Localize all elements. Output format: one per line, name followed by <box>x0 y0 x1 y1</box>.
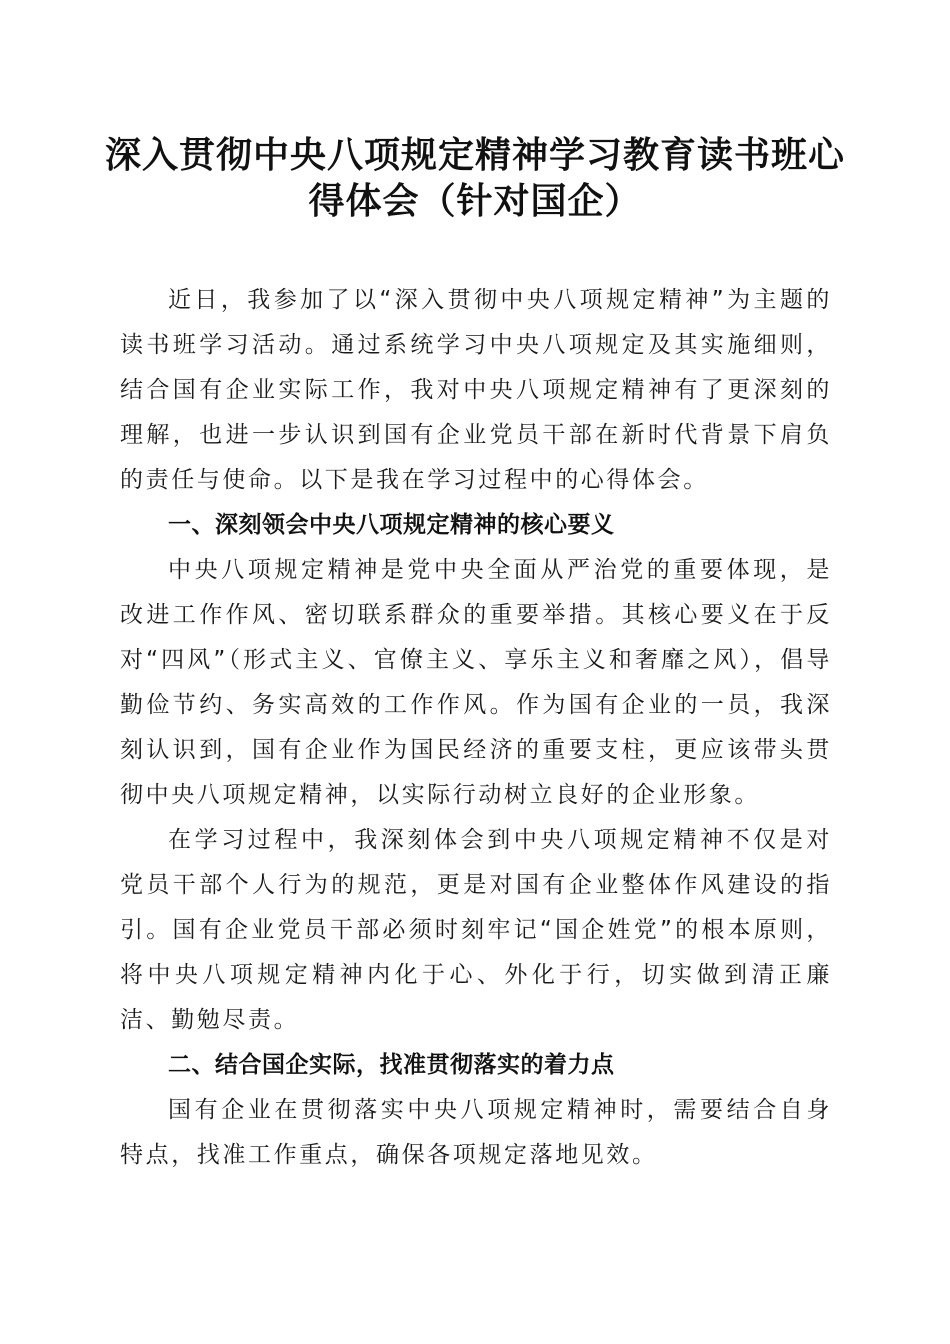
section-heading-2: 二、结合国企实际，找准贯彻落实的着力点 <box>168 1052 615 1078</box>
intro-paragraph: 近日，我参加了以“深入贯彻中央八项规定精神”为主题的读书班学习活动。通过系统学习中央八项规定及其实施细则，结合国有企业实际工作，我对中央八项规定精神有了更深刻的理解，也进一步认识到国有企业党员干部在新时代背景下肩负的责任与使命。以下是我在学习过程中的心得体会。 <box>120 287 832 493</box>
section-heading-1: 一、深刻领会中央八项规定精神的核心要义 <box>168 512 615 538</box>
section-1-paragraph-1: 中央八项规定精神是党中央全面从严治党的重要体现，是改进工作作风、密切联系群众的重要举措。其核心要义在于反对“四风”（形式主义、官僚主义、享乐主义和奢靡之风），倡导勤俭节约、务实高效的工作作风。作为国有企业的一员，我深刻认识到，国有企业作为国民经济的重要支柱，更应该带头贯彻中央八项规定精神，以实际行动树立良好的企业形象。 <box>120 557 832 808</box>
title-line-2: 得体会（针对国企） <box>308 180 642 222</box>
section-1-paragraph-2: 在学习过程中，我深刻体会到中央八项规定精神不仅是对党员干部个人行为的规范，更是对国有企业整体作风建设的指引。国有企业党员干部必须时刻牢记“国企姓党”的根本原则，将中央八项规定精神内化于心、外化于行，切实做到清正廉洁、勤勉尽责。 <box>120 827 832 1033</box>
title-line-1: 深入贯彻中央八项规定精神学习教育读书班心 <box>104 134 845 176</box>
document-title <box>100 132 850 224</box>
document-body <box>120 278 832 1178</box>
section-2-paragraph-1: 国有企业在贯彻落实中央八项规定精神时，需要结合自身特点，找准工作重点，确保各项规定落地见效。 <box>120 1097 832 1168</box>
